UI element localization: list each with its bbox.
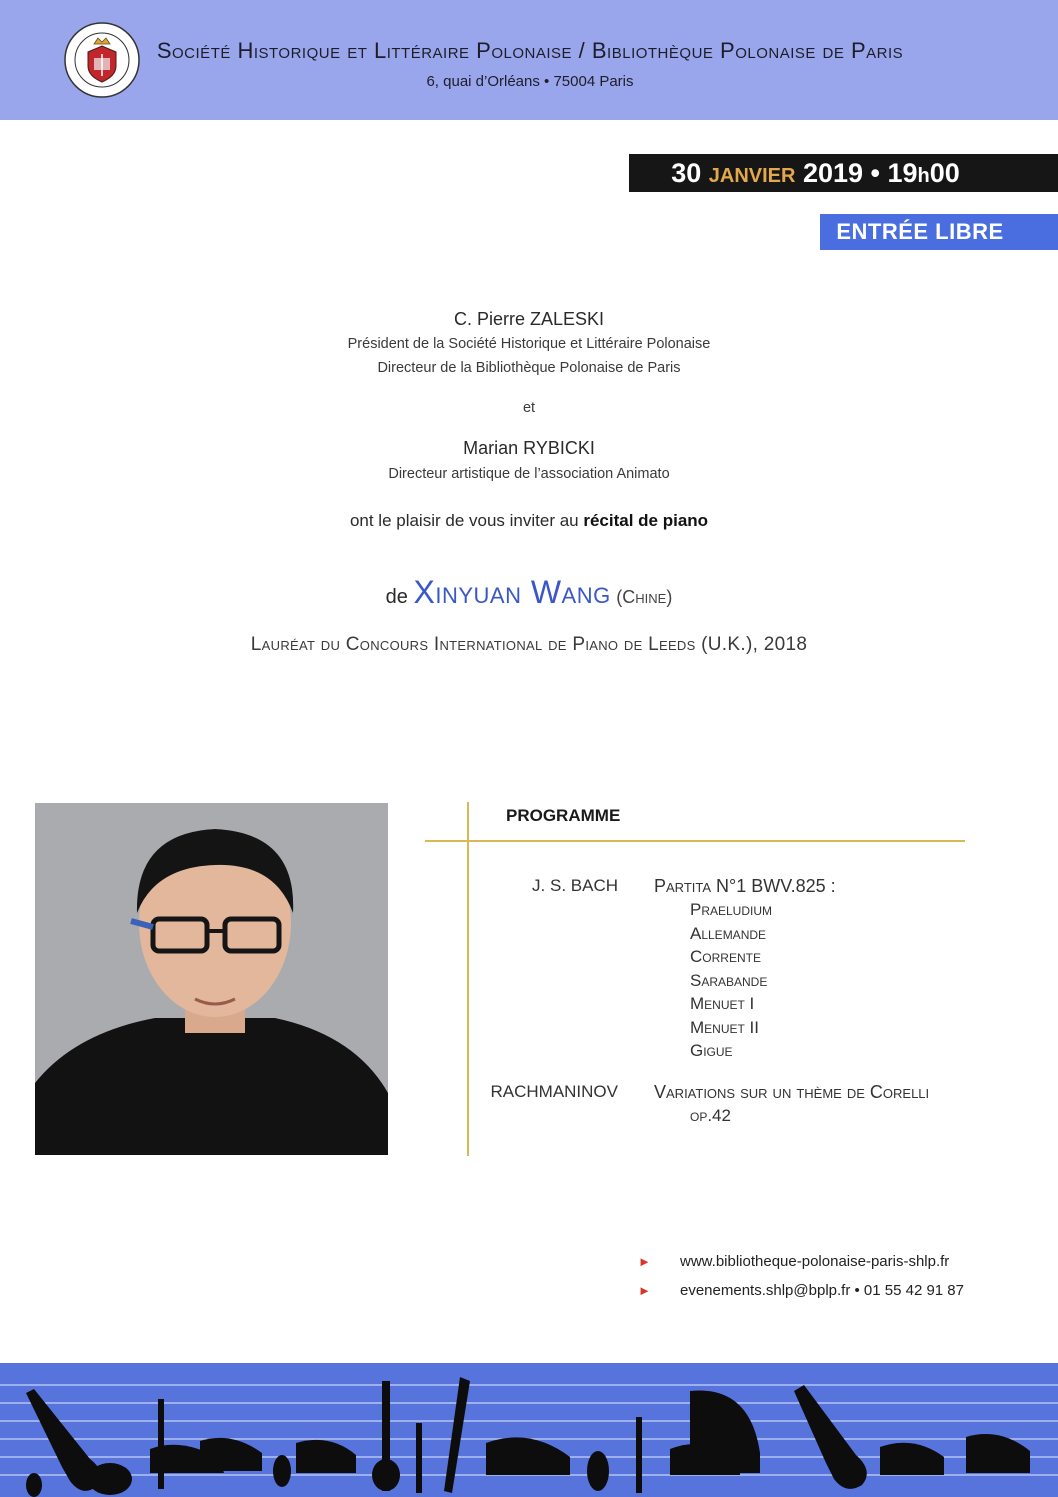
event-date bbox=[629, 154, 1058, 192]
instruments-footer bbox=[0, 1363, 1058, 1497]
free-entry-badge: ENTRÉE LIBRE bbox=[820, 214, 1058, 250]
artist-line bbox=[0, 574, 1058, 611]
connector-text: et bbox=[522, 400, 536, 416]
society-seal-icon bbox=[64, 22, 140, 98]
movement: Praeludium bbox=[690, 900, 773, 919]
programme-title: PROGRAMME bbox=[506, 806, 621, 825]
host-role: Directeur artistique de l’association Animato bbox=[388, 466, 670, 482]
header-banner bbox=[0, 0, 1058, 120]
artist-laureate: Lauréat du Concours International de Piano de Leeds (U.K.), 2018 bbox=[250, 634, 808, 655]
host-name: C. Pierre ZALESKI bbox=[453, 309, 605, 329]
movement: Allemande bbox=[690, 924, 767, 943]
host-name: Marian RYBICKI bbox=[463, 438, 595, 458]
invitation-highlight: récital de piano bbox=[583, 511, 709, 530]
artist-name: Xinyuan Wang bbox=[413, 574, 611, 610]
bullet-arrow-icon: ► bbox=[638, 1283, 651, 1298]
musical-instruments-icon bbox=[0, 1363, 1058, 1497]
contact-email-row bbox=[638, 1282, 964, 1299]
movement: Corrente bbox=[690, 947, 761, 966]
composer-name: RACHMANINOV bbox=[490, 1082, 618, 1101]
artist-portrait-icon bbox=[35, 803, 388, 1155]
event-hour-separator: h bbox=[917, 165, 930, 187]
composer-name: J. S. BACH bbox=[532, 876, 618, 895]
artist-prefix: de bbox=[385, 586, 408, 608]
invitation-lead: ont le plaisir de vous inviter au bbox=[349, 511, 579, 530]
movement: Sarabande bbox=[690, 971, 768, 990]
organization-name: Société Historique et Littéraire Polonaise / Bibliothèque Polonaise de Paris bbox=[156, 38, 904, 63]
event-month: JANVIER bbox=[708, 165, 796, 187]
email-phone-link[interactable]: evenements.shlp@bplp.fr • 01 55 42 91 87 bbox=[680, 1282, 964, 1299]
invitation-text bbox=[0, 511, 1058, 531]
event-day: 30 bbox=[671, 158, 702, 188]
movement: Gigue bbox=[690, 1041, 733, 1060]
host-role: Président de la Société Historique et Littéraire Polonaise bbox=[347, 336, 711, 352]
programme-divider-horizontal bbox=[425, 840, 965, 842]
artist-country: (Chine) bbox=[616, 587, 673, 607]
organization-address: 6, quai d’Orléans • 75004 Paris bbox=[426, 73, 634, 90]
movement: Menuet II bbox=[690, 1018, 760, 1037]
work-title: Partita N°1 BWV.825 : bbox=[654, 876, 836, 896]
website-link[interactable]: www.bibliotheque-polonaise-paris-shlp.fr bbox=[680, 1253, 950, 1270]
bullet-arrow-icon: ► bbox=[638, 1254, 651, 1269]
event-year-time: 2019 • 19 bbox=[802, 158, 918, 188]
movement: op.42 bbox=[690, 1106, 731, 1125]
programme-divider-vertical bbox=[467, 802, 469, 1156]
contact-website-row bbox=[638, 1253, 949, 1270]
movement: Menuet I bbox=[690, 994, 755, 1013]
work-title: Variations sur un thème de Corelli bbox=[654, 1082, 930, 1102]
artist-photo bbox=[35, 803, 388, 1155]
event-minutes: 00 bbox=[929, 158, 960, 188]
host-role: Directeur de la Bibliothèque Polonaise de Paris bbox=[377, 360, 681, 376]
